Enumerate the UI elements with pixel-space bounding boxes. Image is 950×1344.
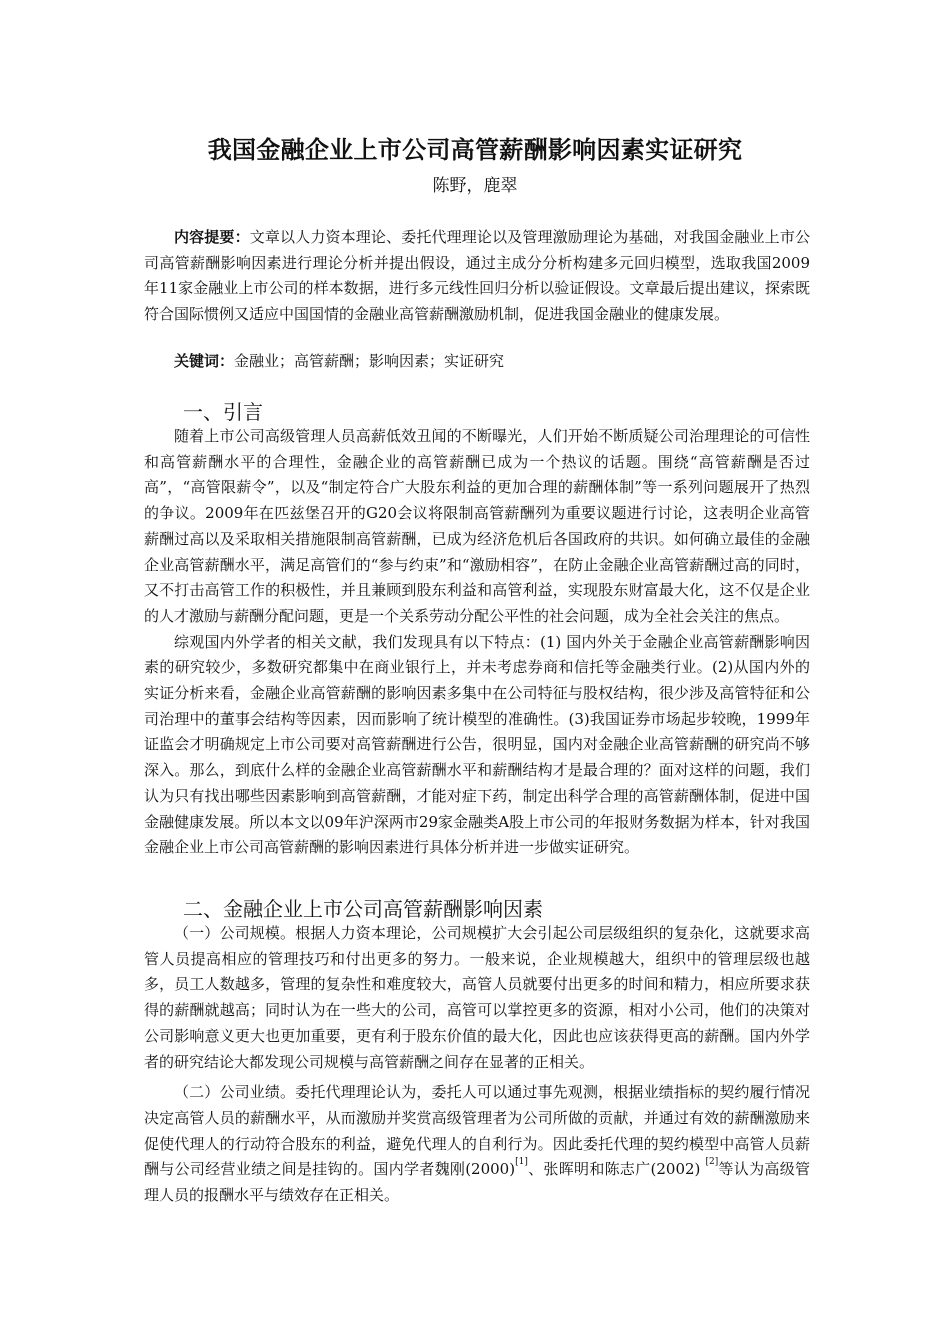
paper-title: 我国金融企业上市公司高管薪酬影响因素实证研究 (207, 136, 743, 164)
section-heading-factors: 二、金融企业上市公司高管薪酬影响因素 (183, 897, 543, 921)
keywords-text: 金融业；高管薪酬；影响因素；实证研究 (234, 352, 505, 370)
paragraph (144, 1080, 810, 1209)
paragraph: （一）公司规模。根据人力资本理论，公司规模扩大会引起公司层级组织的复杂化，这就要求高管人员提高相应的管理技巧和付出更多的努力。一般来说，企业规模越大，组织中的管理层级也越多，员工人数越多，管理的复杂性和难度较大，高管人员就要付出更多的时间和精力，相应所要求获得的薪酬就越高；同时认为在一些大的公司，高管可以掌控更多的资源，相对小公司，他们的决策对公司影响意义更大也更加重要，更有利于股东价值的最大化，因此也应该获得更高的薪酬。国内外学者的研究结论大都发现公司规模与高管薪酬之间存在显著的正相关。 (144, 924, 810, 1071)
paragraph-text: 等认为高级管理人员的报酬水平与绩效存在正相关。 (144, 1160, 810, 1205)
paragraph: 综观国内外学者的相关文献，我们发现具有以下特点：(1) 国内外关于金融企业高管薪酬影响因素的研究较少，多数研究都集中在商业银行上，并未考虑券商和信托等金融类行业。(2)从国内外的实证分析来看，金融企业高管薪酬的影响因素多集中在公司特征与股权结构，很少涉及高管特征和公司治理中的董事会结构等因素，因而影响了统计模型的准确性。(3)我国证券市场起步较晚，1999年证监会才明确规定上市公司要对高管薪酬进行公告，很明显，国内对金融企业高管薪酬的研究尚不够深入。那么，到底什么样的金融企业高管薪酬水平和薪酬结构才是最合理的？面对这样的问题，我们认为只有找出哪些因素影响到高管薪酬，才能对症下药，制定出科学合理的高管薪酬体制，促进中国金融健康发展。所以本文以09年沪深两市29家金融类A股上市公司的年报财务数据为样本，针对我国金融企业上市公司高管薪酬的影响因素进行具体分析并进一步做实证研究。 (144, 632, 810, 857)
section-factors-body (144, 921, 810, 1209)
keywords (144, 349, 810, 375)
abstract (144, 225, 810, 328)
paragraph: 随着上市公司高级管理人员高薪低效丑闻的不断曝光，人们开始不断质疑公司治理理论的可信性和高管薪酬水平的合理性，金融企业的高管薪酬已成为一个热议的话题。围绕“高管薪酬是否过高”，“高管限薪令”，以及“制定符合广大股东利益的更加合理的薪酬体制”等一系列问题展开了热烈的争议。2009年在匹兹堡召开的G20会议将限制高管薪酬列为重要议题进行讨论，这表明企业高管薪酬过高以及采取相关措施限制高管薪酬，已成为经济危机后各国政府的共识。如何确立最佳的金融企业高管薪酬水平，满足高管们的“参与约束”和“激励相容”，在防止金融企业高管薪酬过高的同时，又不打击高管工作的积极性，并且兼顾到股东利益和高管利益，实现股东财富最大化，这不仅是企业的人才激励与薪酬分配问题，更是一个关系劳动分配公平性的社会问题，成为全社会关注的焦点。 (144, 427, 810, 625)
citation-ref: [2] (705, 1157, 719, 1168)
paragraph-text: （二）公司业绩。委托代理理论认为，委托人可以通过事先观测，根据业绩指标的契约履行情况决定高管人员的薪酬水平，从而激励并奖赏高级管理者为公司所做的贡献，并通过有效的薪酬激励来促使代理人的行动符合股东的利益，避免代理人的自利行为。因此委托代理的契约模型中高管人员薪酬与公司经营业绩之间是挂钩的。国内学者魏刚(2000) (144, 1083, 810, 1179)
keywords-label: 关键词： (174, 352, 235, 370)
section-heading-introduction: 一、引言 (183, 400, 263, 424)
citation-ref: [1] (515, 1157, 528, 1168)
abstract-text: 文章以人力资本理论、委托代理理论以及管理激励理论为基础，对我国金融业上市公司高管薪酬影响因素进行理论分析并提出假设，通过主成分分析构建多元回归模型，选取我国2009年11家金融业上市公司的样本数据，进行多元线性回归分析以验证假设。文章最后提出建议，探索既符合国际惯例又适应中国国情的金融业高管薪酬激励机制，促进我国金融业的健康发展。 (144, 228, 810, 324)
paragraph-text: 、张晖明和陈志广(2002) (527, 1160, 701, 1179)
paper-authors: 陈野，鹿翠 (432, 176, 518, 196)
section-introduction-body (144, 424, 810, 861)
abstract-label: 内容提要： (174, 228, 250, 246)
